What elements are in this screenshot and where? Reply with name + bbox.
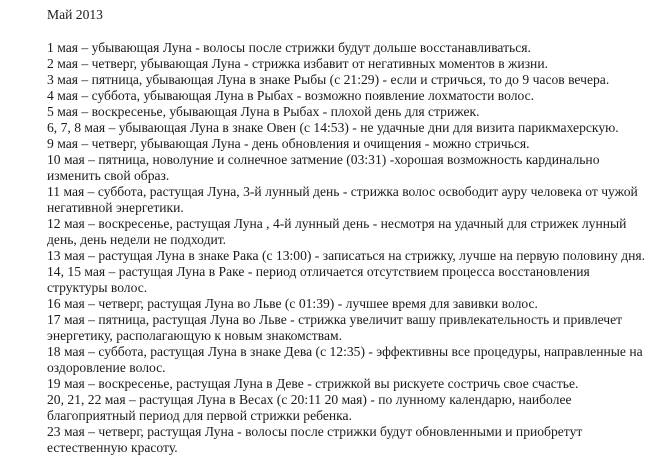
list-item: 5 мая – воскресенье, убывающая Луна в Рыбах - плохой день для стрижек.	[47, 104, 480, 119]
list-item: 20, 21, 22 мая – растущая Луна в Весах (с 20:11 20 мая) - по лунному календарю, наиболее благоприятный период для первой стрижки ребенка.	[47, 392, 572, 423]
list-item: 9 мая – четверг, убывающая Луна - день обновления и очищения - можно стричься.	[47, 136, 530, 151]
list-item: 23 мая – четверг, растущая Луна - волосы после стрижки будут обновленными и приобретут естественную красоту.	[47, 424, 583, 455]
list-item: 19 мая – воскресенье, растущая Луна в Деве - стрижкой вы рискуете состричь свое счастье.	[47, 376, 579, 391]
entry-list	[47, 40, 647, 456]
list-item: 18 мая – суббота, растущая Луна в знаке Дева (с 12:35) - эффективны все процедуры, направленные на оздоровление волос.	[47, 344, 643, 375]
list-item: 11 мая – суббота, растущая Луна, 3-й лунный день - стрижка волос освободит ауру человека от чужой негативной энергетики.	[47, 184, 638, 215]
list-item: 13 мая – растущая Луна в знаке Рака (с 13:00) - записаться на стрижку, лучше на первую половину дня.	[47, 248, 646, 263]
list-item: 6, 7, 8 мая – убывающая Луна в знаке Овен (с 14:53) - не удачные дни для визита парикмахерскую.	[47, 120, 619, 135]
list-item: 14, 15 мая – растущая Луна в Раке - период отличается отсутствием процесса восстановления структуры волос.	[47, 264, 590, 295]
list-item: 4 мая – суббота, убывающая Луна в Рыбах - возможно появление лохматости волос.	[47, 88, 535, 103]
list-item: 3 мая – пятница, убывающая Луна в знаке Рыбы (с 21:29) - если и стричься, то до 9 часов вечера.	[47, 72, 610, 87]
document-title: Май 2013	[47, 7, 103, 22]
list-item: 10 мая – пятница, новолуние и солнечное затмение (03:31) -хорошая возможность кардинально изменить свой образ.	[47, 152, 600, 183]
list-item: 2 мая – четверг, убывающая Луна - стрижка избавит от негативных моментов в жизни.	[47, 56, 549, 71]
list-item: 17 мая – пятница, растущая Луна во Льве - стрижка увеличит вашу привлекательность и привлечет энергетику, располагающую к новым знакомствам.	[47, 312, 623, 343]
list-item: 12 мая – воскресенье, растущая Луна , 4-й лунный день - несмотря на удачный для стрижек лунный день, день недели не подходит.	[47, 216, 627, 247]
list-item: 16 мая – четверг, растущая Луна во Льве (с 01:39) - лучшее время для завивки волос.	[47, 296, 538, 311]
list-item: 1 мая – убывающая Луна - волосы после стрижки будут дольше восстанавливаться.	[47, 40, 531, 55]
